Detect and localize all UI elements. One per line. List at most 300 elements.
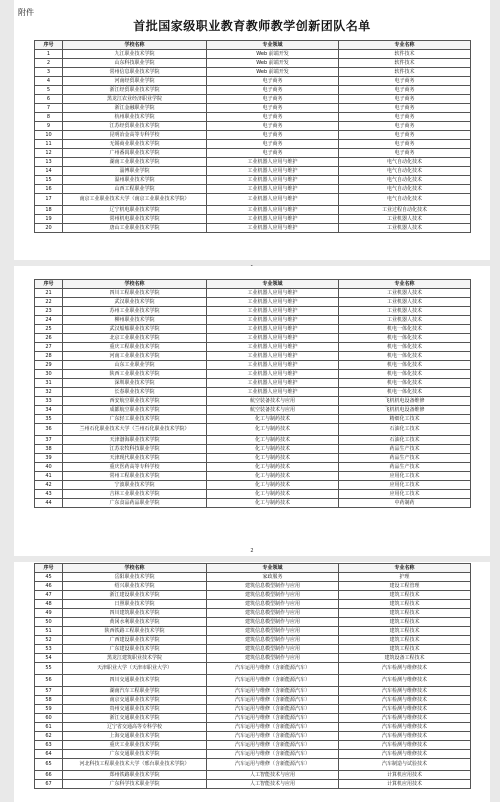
major-name: 工业机器人技术 xyxy=(339,307,471,316)
major-name: 飞机机电设备维修 xyxy=(339,406,471,415)
major-name: 机电一体化技术 xyxy=(339,325,471,334)
school-name: 绍兴职业技术学院 xyxy=(63,582,207,591)
professional-field: 汽车运用与维修（含新能源汽车） xyxy=(207,759,339,771)
table-row xyxy=(35,705,471,714)
school-name: 广东交通职业技术学院 xyxy=(63,750,207,759)
table-row xyxy=(35,454,471,463)
school-name: 重庆工程职业技术学院 xyxy=(63,343,207,352)
row-index: 36 xyxy=(35,424,63,436)
school-name: 宁波职业技术学院 xyxy=(63,481,207,490)
professional-field: Web 前端开发 xyxy=(207,59,339,68)
table-row xyxy=(35,714,471,723)
professional-field: 工业机器人应用与维护 xyxy=(207,185,339,194)
school-name: 天津渤海职业技术学院 xyxy=(63,436,207,445)
row-index: 2 xyxy=(35,59,63,68)
table-row xyxy=(35,582,471,591)
row-index: 40 xyxy=(35,463,63,472)
table-row xyxy=(35,645,471,654)
major-name: 工业机器人技术 xyxy=(339,224,471,233)
school-name: 黑龙江建筑职业技术学院 xyxy=(63,654,207,663)
school-name: 辽宁机电职业技术学院 xyxy=(63,206,207,215)
table-row xyxy=(35,68,471,77)
row-index: 37 xyxy=(35,436,63,445)
major-name: 电子商务 xyxy=(339,131,471,140)
school-name: 唐山工业职业技术学院 xyxy=(63,224,207,233)
school-name: 广东科学技术职业学院 xyxy=(63,780,207,789)
row-index: 26 xyxy=(35,334,63,343)
professional-field: 航空装备技术与应用 xyxy=(207,406,339,415)
major-name: 汽车检测与维修技术 xyxy=(339,663,471,675)
school-name: 长春职业技术学院 xyxy=(63,388,207,397)
school-name: 湖南工业职业技术学院 xyxy=(63,158,207,167)
header-school: 学校名称 xyxy=(63,280,207,289)
major-name: 机电一体化技术 xyxy=(339,352,471,361)
row-index: 12 xyxy=(35,149,63,158)
major-name: 汽车制造与试验技术 xyxy=(339,759,471,771)
major-name: 软件技术 xyxy=(339,59,471,68)
row-index: 11 xyxy=(35,140,63,149)
table-row xyxy=(35,591,471,600)
table-row xyxy=(35,86,471,95)
major-name: 电子商务 xyxy=(339,77,471,86)
major-name: 建筑工程技术 xyxy=(339,600,471,609)
major-name: 电气自动化技术 xyxy=(339,158,471,167)
school-name: 吉林工业职业技术学院 xyxy=(63,490,207,499)
row-index: 44 xyxy=(35,499,63,508)
major-name: 汽车检测与维修技术 xyxy=(339,696,471,705)
major-name: 建设工程管理 xyxy=(339,582,471,591)
school-name: 陕西铁路工程职业技术学院 xyxy=(63,627,207,636)
major-name: 汽车检测与维修技术 xyxy=(339,741,471,750)
professional-field: 化工与制药技术 xyxy=(207,490,339,499)
major-name: 工业机器人技术 xyxy=(339,298,471,307)
major-name: 工业机器人技术 xyxy=(339,215,471,224)
table-row xyxy=(35,77,471,86)
professional-field: 汽车运用与维修（含新能源汽车） xyxy=(207,750,339,759)
row-index: 64 xyxy=(35,750,63,759)
major-name: 工业机器人技术 xyxy=(339,289,471,298)
school-name: 柳州职业技术学院 xyxy=(63,316,207,325)
row-index: 43 xyxy=(35,490,63,499)
row-index: 6 xyxy=(35,95,63,104)
school-name: 昆明冶金高等专科学校 xyxy=(63,131,207,140)
professional-field: 电子商务 xyxy=(207,122,339,131)
row-index: 59 xyxy=(35,705,63,714)
school-name: 浙江交通职业技术学院 xyxy=(63,714,207,723)
major-name: 计算机应用技术 xyxy=(339,780,471,789)
table-row xyxy=(35,370,471,379)
major-name: 建筑工程技术 xyxy=(339,627,471,636)
professional-field: 化工与制药技术 xyxy=(207,499,339,508)
table-row xyxy=(35,741,471,750)
table-row xyxy=(35,379,471,388)
school-name: 湖南汽车工程职业学院 xyxy=(63,687,207,696)
professional-field: 工业机器人应用与维护 xyxy=(207,361,339,370)
professional-field: 工业机器人应用与维护 xyxy=(207,307,339,316)
major-name: 电气自动化技术 xyxy=(339,167,471,176)
professional-field: 汽车运用与维修（含新能源汽车） xyxy=(207,696,339,705)
professional-field: 化工与制药技术 xyxy=(207,436,339,445)
major-name: 汽车检测与维修技术 xyxy=(339,723,471,732)
school-name: 河南经贸职业学院 xyxy=(63,77,207,86)
school-name: 广东建设职业技术学院 xyxy=(63,645,207,654)
table-row xyxy=(35,113,471,122)
school-name: 辽宁省交通高等专科学校 xyxy=(63,723,207,732)
table-row xyxy=(35,415,471,424)
table-row xyxy=(35,194,471,206)
professional-field: 工业机器人应用与维护 xyxy=(207,215,339,224)
table-row xyxy=(35,406,471,415)
header-school: 学校名称 xyxy=(63,564,207,573)
table-row xyxy=(35,316,471,325)
table-row xyxy=(35,95,471,104)
professional-field: 工业机器人应用与维护 xyxy=(207,352,339,361)
row-index: 16 xyxy=(35,185,63,194)
table-row xyxy=(35,654,471,663)
table-row xyxy=(35,750,471,759)
school-name: 南京交通职业技术学院 xyxy=(63,696,207,705)
major-name: 电子商务 xyxy=(339,122,471,131)
row-index: 50 xyxy=(35,618,63,627)
professional-field: 建筑信息模型制作与应用 xyxy=(207,636,339,645)
professional-field: 汽车运用与维修（含新能源汽车） xyxy=(207,723,339,732)
major-name: 汽车检测与维修技术 xyxy=(339,675,471,687)
school-name: 南京工业职业技术大学（南京工业职业技术学院） xyxy=(63,194,207,206)
major-name: 建筑设备工程技术 xyxy=(339,654,471,663)
table-row xyxy=(35,481,471,490)
school-name: 四川交通职业技术学院 xyxy=(63,675,207,687)
major-name: 建筑工程技术 xyxy=(339,591,471,600)
professional-field: 工业机器人应用与维护 xyxy=(207,334,339,343)
school-name: 贵州交通职业技术学院 xyxy=(63,705,207,714)
school-name: 天津职业大学（天津市职业大学） xyxy=(63,663,207,675)
row-index: 58 xyxy=(35,696,63,705)
school-name: 上海交通职业技术学院 xyxy=(63,732,207,741)
major-name: 电子商务 xyxy=(339,95,471,104)
professional-field: 工业机器人应用与维护 xyxy=(207,158,339,167)
professional-field: 汽车运用与维修（含新能源汽车） xyxy=(207,687,339,696)
professional-field: 工业机器人应用与维护 xyxy=(207,379,339,388)
team-roster-table xyxy=(34,40,471,233)
row-index: 34 xyxy=(35,406,63,415)
table-row xyxy=(35,185,471,194)
school-name: 深圳职业技术学院 xyxy=(63,379,207,388)
school-name: 重庆工业职业技术学院 xyxy=(63,741,207,750)
school-name: 重庆医药高等专科学校 xyxy=(63,463,207,472)
major-name: 机电一体化技术 xyxy=(339,388,471,397)
row-index: 62 xyxy=(35,732,63,741)
school-name: 兰州石化职业技术大学（兰州石化职业技术学院） xyxy=(63,424,207,436)
school-name: 四川建筑职业技术学院 xyxy=(63,609,207,618)
table-row xyxy=(35,609,471,618)
major-name: 精细化工技术 xyxy=(339,415,471,424)
table-row xyxy=(35,361,471,370)
table-row xyxy=(35,490,471,499)
school-name: 常州信息职业技术学院 xyxy=(63,68,207,77)
school-name: 淄博职业学院 xyxy=(63,167,207,176)
row-index: 5 xyxy=(35,86,63,95)
school-name: 四川工程职业技术学院 xyxy=(63,289,207,298)
professional-field: 建筑信息模型制作与应用 xyxy=(207,591,339,600)
table-row xyxy=(35,388,471,397)
row-index: 32 xyxy=(35,388,63,397)
table-row xyxy=(35,307,471,316)
table-row xyxy=(35,59,471,68)
row-index: 27 xyxy=(35,343,63,352)
school-name: 武汉船舶职业技术学院 xyxy=(63,325,207,334)
school-name: 河南工业职业技术学院 xyxy=(63,352,207,361)
school-name: 浙江建设职业技术学院 xyxy=(63,591,207,600)
row-index: 65 xyxy=(35,759,63,771)
table-row xyxy=(35,573,471,582)
row-index: 57 xyxy=(35,687,63,696)
major-name: 护理 xyxy=(339,573,471,582)
school-name: 苏州工业职业技术学院 xyxy=(63,307,207,316)
professional-field: 工业机器人应用与维护 xyxy=(207,316,339,325)
page-number: 2 xyxy=(250,548,254,554)
school-name: 黄冈水利职业技术学院 xyxy=(63,618,207,627)
major-name: 汽车检测与维修技术 xyxy=(339,750,471,759)
professional-field: 电子商务 xyxy=(207,86,339,95)
major-name: 电子商务 xyxy=(339,86,471,95)
major-name: 汽车检测与维修技术 xyxy=(339,714,471,723)
row-index: 9 xyxy=(35,122,63,131)
row-index: 66 xyxy=(35,771,63,780)
team-roster-table xyxy=(34,279,471,508)
row-index: 52 xyxy=(35,636,63,645)
row-index: 28 xyxy=(35,352,63,361)
header-field: 专业领域 xyxy=(207,41,339,50)
major-name: 药品生产技术 xyxy=(339,463,471,472)
major-name: 应用化工技术 xyxy=(339,472,471,481)
professional-field: 汽车运用与维修（含新能源汽车） xyxy=(207,741,339,750)
school-name: 广东食品药品职业学院 xyxy=(63,499,207,508)
professional-field: 工业机器人应用与维护 xyxy=(207,206,339,215)
table-row xyxy=(35,352,471,361)
professional-field: 工业机器人应用与维护 xyxy=(207,388,339,397)
professional-field: 建筑信息模型制作与应用 xyxy=(207,654,339,663)
table-row xyxy=(35,636,471,645)
professional-field: Web 前端开发 xyxy=(207,68,339,77)
major-name: 汽车检测与维修技术 xyxy=(339,705,471,714)
header-field: 专业领域 xyxy=(207,564,339,573)
table-row xyxy=(35,499,471,508)
professional-field: 电子商务 xyxy=(207,149,339,158)
row-index: 24 xyxy=(35,316,63,325)
table-row xyxy=(35,732,471,741)
major-name: 应用化工技术 xyxy=(339,490,471,499)
table-header-row xyxy=(35,41,471,50)
row-index: 63 xyxy=(35,741,63,750)
major-name: 应用化工技术 xyxy=(339,481,471,490)
table-row xyxy=(35,167,471,176)
table-row xyxy=(35,298,471,307)
school-name: 浙江金融职业学院 xyxy=(63,104,207,113)
major-name: 电子商务 xyxy=(339,140,471,149)
professional-field: 汽车运用与维修（含新能源汽车） xyxy=(207,663,339,675)
school-name: 武汉职业技术学院 xyxy=(63,298,207,307)
row-index: 3 xyxy=(35,68,63,77)
table-row xyxy=(35,140,471,149)
school-name: 山东科技职业学院 xyxy=(63,59,207,68)
professional-field: 建筑信息模型制作与应用 xyxy=(207,627,339,636)
professional-field: 工业机器人应用与维护 xyxy=(207,224,339,233)
table-row xyxy=(35,158,471,167)
professional-field: 电子商务 xyxy=(207,113,339,122)
major-name: 建筑工程技术 xyxy=(339,636,471,645)
table-row xyxy=(35,334,471,343)
major-name: 石油化工技术 xyxy=(339,436,471,445)
school-name: 北京工业职业技术学院 xyxy=(63,334,207,343)
school-name: 岳阳职业技术学院 xyxy=(63,573,207,582)
header-field: 专业领域 xyxy=(207,280,339,289)
row-index: 33 xyxy=(35,397,63,406)
table-row xyxy=(35,104,471,113)
professional-field: 工业机器人应用与维护 xyxy=(207,343,339,352)
table-header-row xyxy=(35,280,471,289)
table-row xyxy=(35,325,471,334)
professional-field: 建筑信息模型制作与应用 xyxy=(207,582,339,591)
table-row xyxy=(35,122,471,131)
school-name: 黑龙江农业经济职业学院 xyxy=(63,95,207,104)
row-index: 60 xyxy=(35,714,63,723)
major-name: 电气自动化技术 xyxy=(339,194,471,206)
major-name: 软件技术 xyxy=(339,68,471,77)
major-name: 机电一体化技术 xyxy=(339,379,471,388)
major-name: 工业过程自动化技术 xyxy=(339,206,471,215)
table-row xyxy=(35,149,471,158)
table-row xyxy=(35,663,471,675)
professional-field: 工业机器人应用与维护 xyxy=(207,325,339,334)
row-index: 25 xyxy=(35,325,63,334)
professional-field: 家政服务 xyxy=(207,573,339,582)
professional-field: 化工与制药技术 xyxy=(207,472,339,481)
professional-field: 化工与制药技术 xyxy=(207,463,339,472)
row-index: 4 xyxy=(35,77,63,86)
table-row xyxy=(35,627,471,636)
row-index: 42 xyxy=(35,481,63,490)
row-index: 55 xyxy=(35,663,63,675)
major-name: 石油化工技术 xyxy=(339,424,471,436)
table-row xyxy=(35,696,471,705)
row-index: 48 xyxy=(35,600,63,609)
header-major: 专业名称 xyxy=(339,41,471,50)
table-row xyxy=(35,424,471,436)
school-name: 浙江经贸职业技术学院 xyxy=(63,86,207,95)
professional-field: 建筑信息模型制作与应用 xyxy=(207,618,339,627)
school-name: 江苏农牧科技职业学院 xyxy=(63,445,207,454)
row-index: 47 xyxy=(35,591,63,600)
row-index: 29 xyxy=(35,361,63,370)
major-name: 汽车检测与维修技术 xyxy=(339,687,471,696)
professional-field: 工业机器人应用与维护 xyxy=(207,194,339,206)
professional-field: 人工智能技术与应用 xyxy=(207,780,339,789)
school-name: 常州机电职业技术学院 xyxy=(63,215,207,224)
school-name: 无锡商业职业技术学院 xyxy=(63,140,207,149)
major-name: 药品生产技术 xyxy=(339,454,471,463)
school-name: 常州工程职业技术学院 xyxy=(63,472,207,481)
major-name: 机电一体化技术 xyxy=(339,343,471,352)
header-index: 序号 xyxy=(35,41,63,50)
school-name: 广州番禺职业技术学院 xyxy=(63,149,207,158)
school-name: 杭州职业技术学院 xyxy=(63,113,207,122)
professional-field: 工业机器人应用与维护 xyxy=(207,298,339,307)
professional-field: 航空装备技术与应用 xyxy=(207,397,339,406)
table-row xyxy=(35,50,471,59)
school-name: 河北科技工程职业技术大学（邢台职业技术学院） xyxy=(63,759,207,771)
professional-field: 电子商务 xyxy=(207,95,339,104)
major-name: 电子商务 xyxy=(339,104,471,113)
professional-field: 化工与制药技术 xyxy=(207,481,339,490)
header-major: 专业名称 xyxy=(339,280,471,289)
table-row xyxy=(35,343,471,352)
professional-field: 汽车运用与维修（含新能源汽车） xyxy=(207,714,339,723)
school-name: 温州职业技术学院 xyxy=(63,176,207,185)
row-index: 1 xyxy=(35,50,63,59)
major-name: 建筑工程技术 xyxy=(339,645,471,654)
row-index: 30 xyxy=(35,370,63,379)
major-name: 机电一体化技术 xyxy=(339,334,471,343)
row-index: 31 xyxy=(35,379,63,388)
row-index: 17 xyxy=(35,194,63,206)
row-index: 13 xyxy=(35,158,63,167)
row-index: 21 xyxy=(35,289,63,298)
major-name: 计算机应用技术 xyxy=(339,771,471,780)
table-header-row xyxy=(35,564,471,573)
professional-field: 建筑信息模型制作与应用 xyxy=(207,609,339,618)
professional-field: 电子商务 xyxy=(207,104,339,113)
row-index: 38 xyxy=(35,445,63,454)
document-page-3 xyxy=(14,562,490,802)
row-index: 41 xyxy=(35,472,63,481)
table-row xyxy=(35,780,471,789)
header-index: 序号 xyxy=(35,280,63,289)
row-index: 19 xyxy=(35,215,63,224)
professional-field: 化工与制药技术 xyxy=(207,415,339,424)
professional-field: Web 前端开发 xyxy=(207,50,339,59)
major-name: 药品生产技术 xyxy=(339,445,471,454)
major-name: 中药制药 xyxy=(339,499,471,508)
school-name: 广东轻工职业技术学院 xyxy=(63,415,207,424)
row-index: 46 xyxy=(35,582,63,591)
table-row xyxy=(35,771,471,780)
professional-field: 电子商务 xyxy=(207,77,339,86)
school-name: 西安航空职业技术学院 xyxy=(63,397,207,406)
major-name: 电气自动化技术 xyxy=(339,185,471,194)
school-name: 成都航空职业技术学院 xyxy=(63,406,207,415)
row-index: 45 xyxy=(35,573,63,582)
row-index: 61 xyxy=(35,723,63,732)
major-name: 建筑工程技术 xyxy=(339,609,471,618)
table-row xyxy=(35,723,471,732)
professional-field: 建筑信息模型制作与应用 xyxy=(207,645,339,654)
table-row xyxy=(35,687,471,696)
school-name: 山东工业职业学院 xyxy=(63,361,207,370)
row-index: 39 xyxy=(35,454,63,463)
header-major: 专业名称 xyxy=(339,564,471,573)
school-name: 陕西工业职业技术学院 xyxy=(63,370,207,379)
row-index: 67 xyxy=(35,780,63,789)
table-row xyxy=(35,463,471,472)
major-name: 电子商务 xyxy=(339,149,471,158)
table-row xyxy=(35,436,471,445)
table-row xyxy=(35,759,471,771)
major-name: 汽车检测与维修技术 xyxy=(339,732,471,741)
attachment-label: 附件 xyxy=(18,8,34,17)
row-index: 8 xyxy=(35,113,63,122)
professional-field: 汽车运用与维修（含新能源汽车） xyxy=(207,732,339,741)
professional-field: 工业机器人应用与维护 xyxy=(207,370,339,379)
